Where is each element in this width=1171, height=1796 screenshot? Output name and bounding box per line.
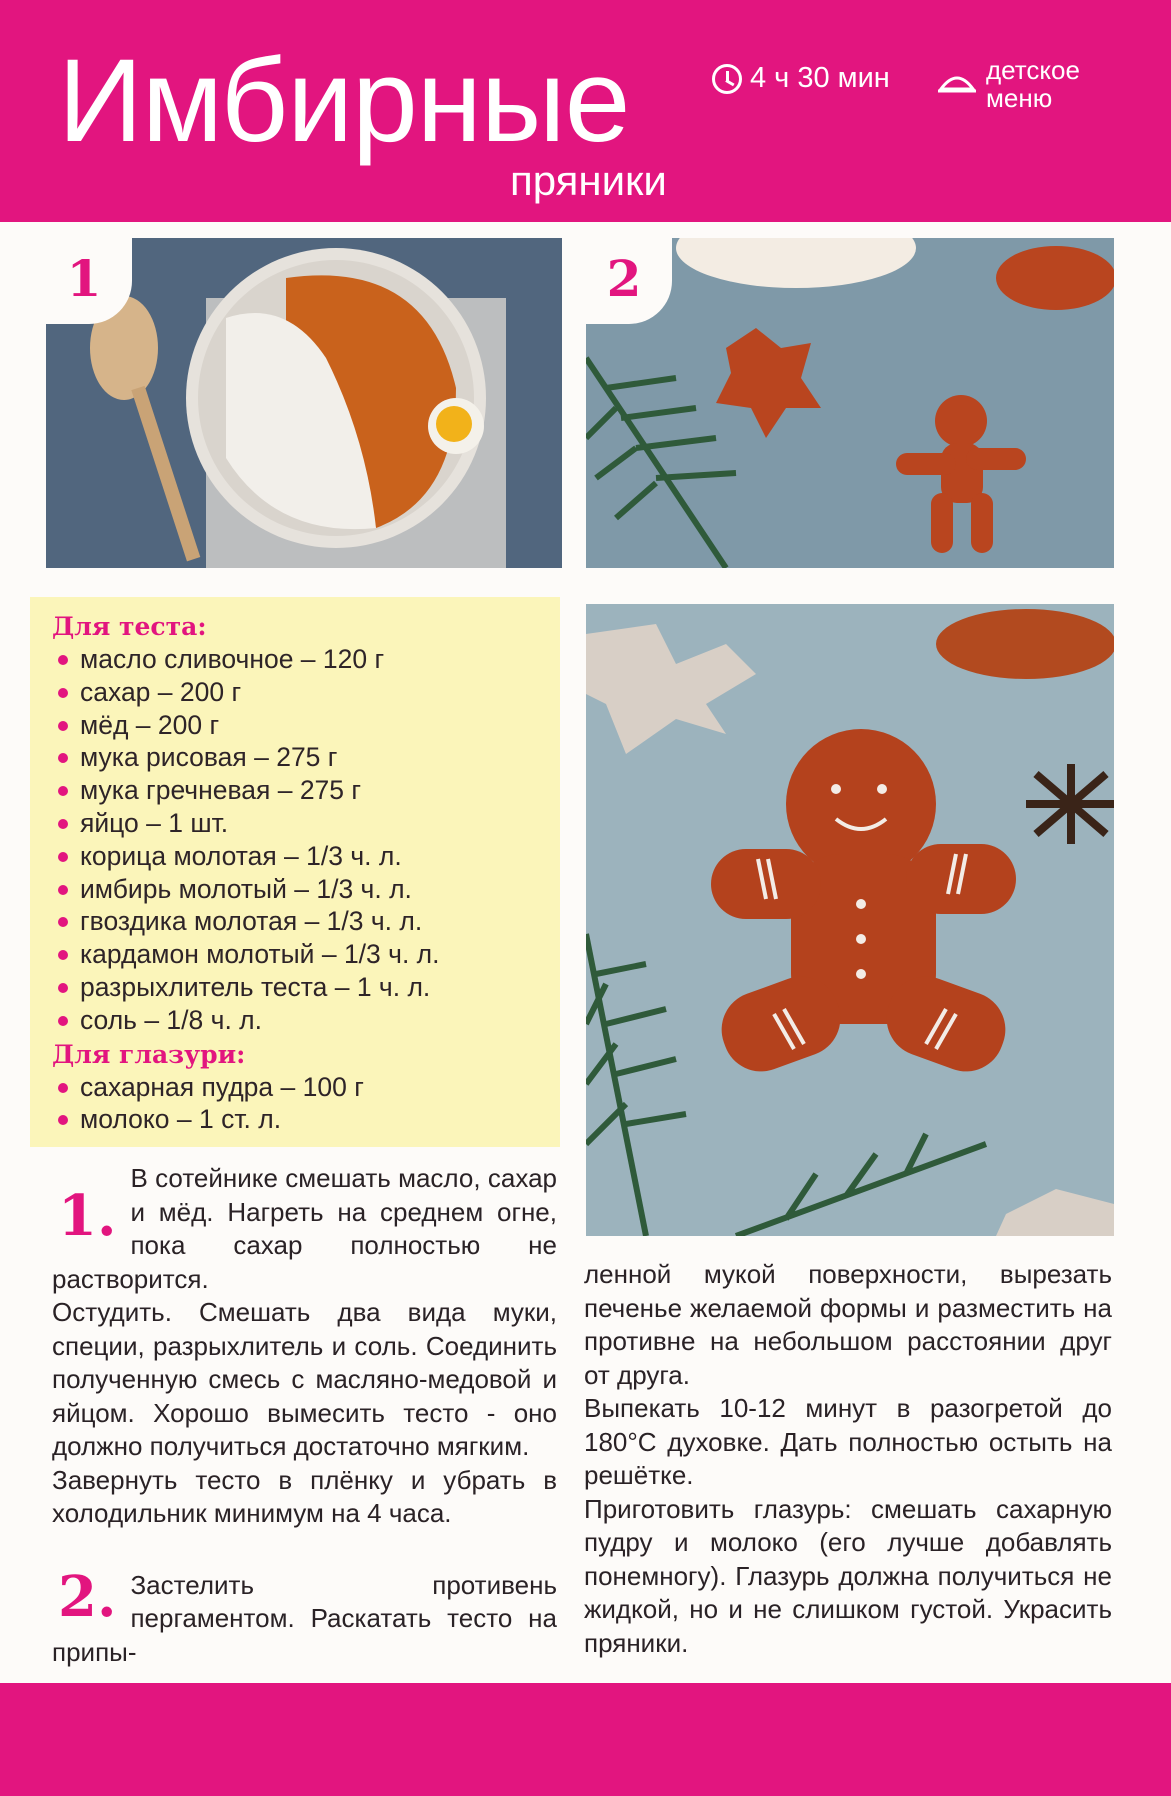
ingredient-item: кардамон молотый – 1/3 ч. л. — [52, 938, 560, 971]
ingredient-item: соль – 1/8 ч. л. — [52, 1004, 560, 1037]
header-banner — [0, 0, 1171, 222]
photo-cookies-top — [586, 238, 1114, 568]
ingredient-item: масло сливочное – 120 г — [52, 643, 560, 676]
ingredients-box — [30, 597, 560, 1147]
step1-paragraph: Остудить. Смешать два вида муки, специи, разрыхлитель и соль. Соединить полученную смесь с масляно-медовой и яйцом. Хорошо вымесить тесто - оно должно получиться достаточно мягким. — [52, 1297, 557, 1461]
footer-banner — [0, 1683, 1171, 1796]
photo-gingerbread-man — [586, 604, 1114, 1236]
cloche-icon — [938, 70, 976, 92]
ingredient-item: сахарная пудра – 100 г — [52, 1071, 560, 1104]
recipe-title: Имбирные — [58, 35, 630, 167]
step2-paragraph: ленной мукой поверхности, вырезать печенье желаемой формы и разместить на противне на небольшом расстоянии друг от друга. — [584, 1259, 1112, 1390]
step2-paragraph: Выпекать 10-12 минут в разогретой до 180°С духовке. Дать полностью остыть на решётке. — [584, 1393, 1112, 1490]
photo-step-label: 2 — [586, 238, 672, 324]
instructions-left-column — [52, 1162, 557, 1669]
ingredient-item: яйцо – 1 шт. — [52, 807, 560, 840]
ingredient-item: молоко – 1 ст. л. — [52, 1103, 560, 1136]
dough-ingredient-list — [52, 643, 560, 1037]
cooking-time — [712, 62, 890, 95]
step1-paragraph: Завернуть тесто в плёнку и убрать в холодильник минимум на 4 часа. — [52, 1464, 557, 1528]
ingredient-item: разрыхлитель теста – 1 ч. л. — [52, 971, 560, 1004]
ingredient-item: корица молотая – 1/3 ч. л. — [52, 840, 560, 873]
menu-category-text: детское меню — [986, 55, 1080, 113]
ingredient-item: сахар – 200 г — [52, 676, 560, 709]
clock-icon — [712, 64, 742, 94]
ingredient-item: мёд – 200 г — [52, 709, 560, 742]
dough-heading: Для теста: — [52, 612, 207, 641]
ingredient-item: гвоздика молотая – 1/3 ч. л. — [52, 905, 560, 938]
glaze-heading: Для глазури: — [52, 1039, 246, 1069]
step2-paragraph: Застелить противень пергаментом. Раскатать тесто на припы- — [52, 1569, 557, 1667]
step2-paragraph: Приготовить глазурь: смешать сахарную пудру и молоко (его лучше добавлять понемногу). Глазурь должна получиться не жидкой, но и не слишком густой. Украсить пряники. — [584, 1493, 1112, 1658]
ingredient-item: мука гречневая – 275 г — [52, 774, 560, 807]
photo-step-label: 1 — [46, 238, 132, 324]
ingredient-item: мука рисовая – 275 г — [52, 741, 560, 774]
recipe-subtitle: пряники — [510, 157, 667, 204]
ingredient-item: имбирь молотый – 1/3 ч. л. — [52, 873, 560, 906]
instructions-right-column — [584, 1258, 1112, 1660]
glaze-ingredient-list — [52, 1071, 560, 1137]
cooking-time-value: 4 ч 30 мин — [750, 62, 890, 94]
step-number: 1. — [58, 1183, 117, 1249]
step-number: 2. — [58, 1563, 117, 1630]
menu-category — [938, 56, 1080, 112]
step1-paragraph: В сотейнике смешать масло, сахар и мёд. Нагреть на среднем огне, пока сахар полностью не растворится. — [52, 1163, 557, 1294]
photo-bowl — [46, 238, 562, 568]
